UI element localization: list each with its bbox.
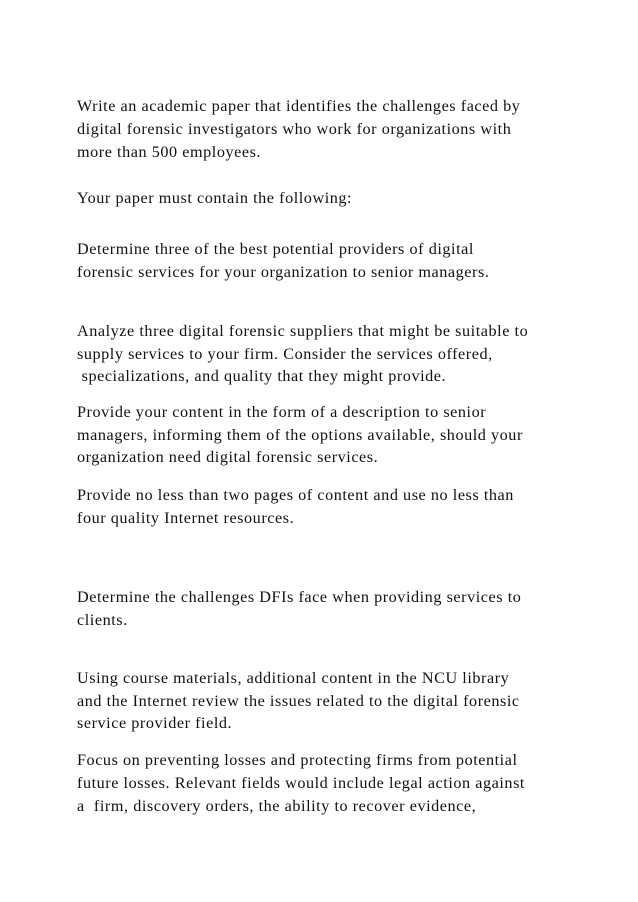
- text-line: Your paper must contain the following:: [77, 189, 353, 207]
- text-line: Provide your content in the form of a description to senior: [77, 403, 487, 421]
- text-line: more than 500 employees.: [77, 143, 262, 161]
- text-line: service provider field.: [77, 714, 233, 732]
- text-line: managers, informing them of the options available, should your: [77, 426, 523, 444]
- text-line: organization need digital forensic services.: [77, 448, 379, 466]
- text-line: and the Internet review the issues related to the digital forensic: [77, 692, 520, 710]
- text-line: Determine three of the best potential providers of digital: [77, 240, 474, 258]
- text-line: Write an academic paper that identifies the challenges faced by: [77, 97, 521, 115]
- text-line: Focus on preventing losses and protecting firms from potential: [77, 751, 518, 769]
- text-line: clients.: [77, 611, 128, 629]
- text-line: Determine the challenges DFIs face when providing services to: [77, 588, 522, 606]
- text-line: four quality Internet resources.: [77, 509, 295, 527]
- text-line: forensic services for your organization to senior managers.: [77, 263, 490, 281]
- text-line: specializations, and quality that they might provide.: [77, 367, 447, 385]
- text-line: Provide no less than two pages of content and use no less than: [77, 486, 514, 504]
- text-line: Using course materials, additional content in the NCU library: [77, 669, 510, 687]
- text-line: digital forensic investigators who work for organizations with: [77, 120, 512, 138]
- text-line: a firm, discovery orders, the ability to recover evidence,: [77, 797, 477, 815]
- text-line: supply services to your firm. Consider the services offered,: [77, 345, 493, 363]
- text-line: future losses. Relevant fields would include legal action against: [77, 774, 525, 792]
- text-line: Analyze three digital forensic suppliers that might be suitable to: [77, 322, 529, 340]
